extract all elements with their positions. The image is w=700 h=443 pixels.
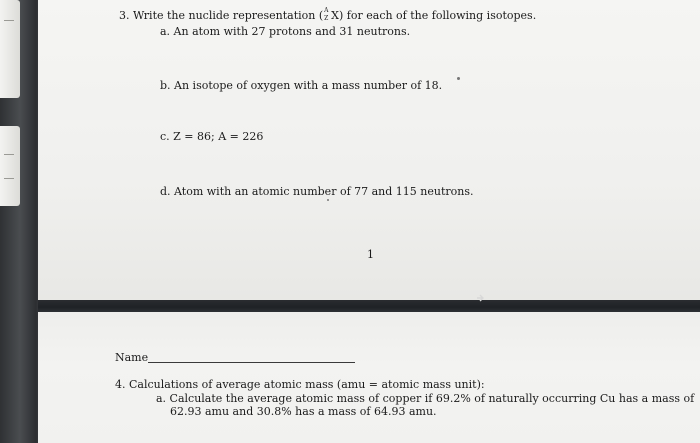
question-4-heading: 4. Calculations of average atomic mass (amu = atomic mass unit): bbox=[115, 378, 485, 391]
paper-speck bbox=[457, 77, 460, 80]
question-3-item-d: d. Atom with an atomic number of 77 and 115 neutrons. bbox=[160, 185, 474, 198]
question-3-item-c: c. Z = 86; A = 226 bbox=[160, 130, 264, 143]
page-number: 1 bbox=[367, 248, 374, 261]
question-3-heading-start: 3. Write the nuclide representation ( bbox=[119, 9, 324, 22]
tab-mark bbox=[4, 20, 14, 21]
tab-mark bbox=[4, 154, 14, 155]
mass-number-symbol: A bbox=[324, 7, 329, 14]
question-3-heading bbox=[119, 9, 536, 23]
question-4-item-a-line-2: 62.93 amu and 30.8% has a mass of 64.93 amu. bbox=[170, 405, 437, 418]
page-gap-shadow bbox=[38, 300, 700, 312]
question-3-item-a: a. An atom with 27 protons and 31 neutrons. bbox=[160, 25, 411, 38]
question-4-item-a-line-1: a. Calculate the average atomic mass of copper if 69.2% of naturally occurring Cu has a mass of bbox=[156, 392, 695, 405]
question-3-item-b: b. An isotope of oxygen with a mass number of 18. bbox=[160, 79, 443, 92]
question-3-heading-end: ) for each of the following isotopes. bbox=[339, 9, 537, 22]
element-symbol: X bbox=[331, 9, 340, 22]
binder-tab-middle bbox=[0, 126, 20, 206]
atomic-number-symbol: Z bbox=[324, 15, 329, 22]
binder-tab-top bbox=[0, 0, 20, 98]
nuclide-notation bbox=[323, 7, 331, 22]
tab-mark bbox=[4, 178, 14, 179]
paper-speck bbox=[327, 199, 329, 201]
name-blank-line bbox=[148, 362, 355, 363]
name-label: Name bbox=[115, 351, 149, 364]
arrow-cursor-icon bbox=[477, 294, 485, 302]
